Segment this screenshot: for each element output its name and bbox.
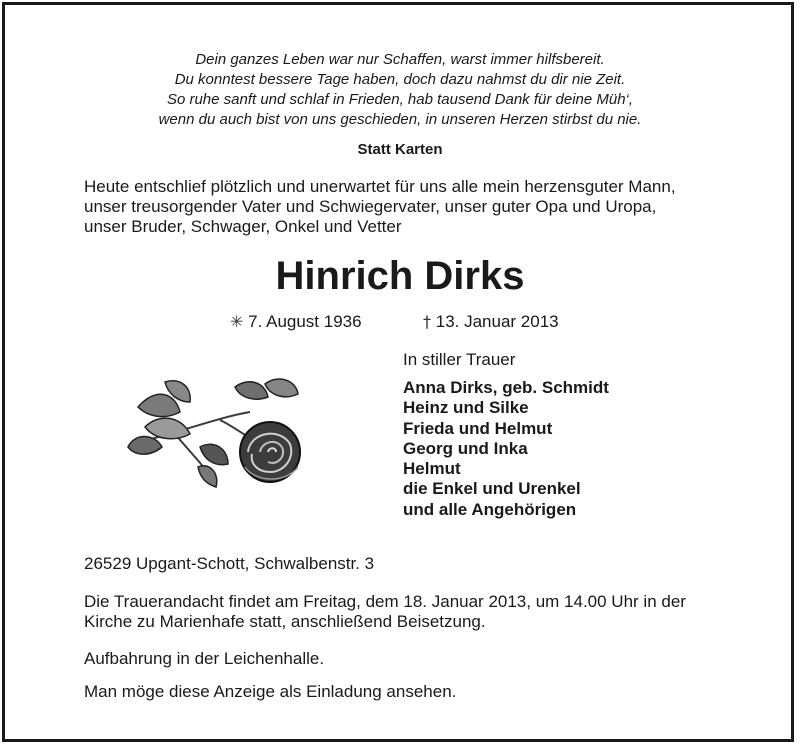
- family-member: die Enkel und Urenkel: [403, 479, 581, 499]
- rose-illustration-icon: [120, 372, 305, 492]
- birth-date-group: [230, 311, 362, 333]
- intro-line: unser Bruder, Schwager, Onkel und Vetter: [84, 217, 402, 236]
- service-line: Kirche zu Marienhafe statt, anschließend Beisetzung.: [84, 612, 486, 631]
- mourning-heading: In stiller Trauer: [403, 350, 516, 369]
- service-line: Die Trauerandacht findet am Freitag, dem 18. Januar 2013, um 14.00 Uhr in der: [84, 592, 686, 611]
- statt-karten-heading: Statt Karten: [357, 141, 443, 158]
- death-cross-icon: †: [423, 312, 431, 331]
- poem-line: Du konntest bessere Tage haben, doch dazu nahmst du dir nie Zeit.: [174, 71, 626, 88]
- death-date-group: [423, 311, 559, 333]
- family-member: Anna Dirks, geb. Schmidt: [403, 378, 609, 397]
- deceased-name: Hinrich Dirks: [275, 254, 525, 298]
- poem: [0, 50, 800, 130]
- address: 26529 Upgant-Schott, Schwalbenstr. 3: [84, 554, 375, 573]
- intro-line: Heute entschlief plötzlich und unerwartet für uns alle mein herzensguter Mann,: [84, 177, 676, 196]
- invitation-note: Man möge diese Anzeige als Einladung ansehen.: [84, 682, 457, 701]
- poem-line: wenn du auch bist von uns geschieden, in unseren Herzen stirbst du nie.: [158, 111, 642, 128]
- intro-text: [84, 177, 734, 237]
- death-date: 13. Januar 2013: [435, 312, 559, 331]
- family-list: [403, 378, 609, 520]
- birth-star-icon: ✳: [230, 312, 244, 331]
- family-member: Helmut: [403, 459, 461, 479]
- poem-line: Dein ganzes Leben war nur Schaffen, warst immer hilfsbereit.: [195, 51, 605, 68]
- viewing-info: Aufbahrung in der Leichenhalle.: [84, 649, 325, 668]
- family-member: Heinz und Silke: [403, 398, 529, 418]
- intro-line: unser treusorgender Vater und Schwiegervater, unser guter Opa und Uropa,: [84, 197, 657, 216]
- birth-date: 7. August 1936: [248, 312, 362, 331]
- family-member: Frieda und Helmut: [403, 418, 553, 438]
- family-member: und alle Angehörigen: [403, 499, 577, 519]
- poem-line: So ruhe sanft und schlaf in Frieden, hab tausend Dank für deine Müh‘,: [166, 91, 634, 108]
- service-info: [84, 592, 764, 632]
- family-member: Georg und Inka: [403, 438, 528, 458]
